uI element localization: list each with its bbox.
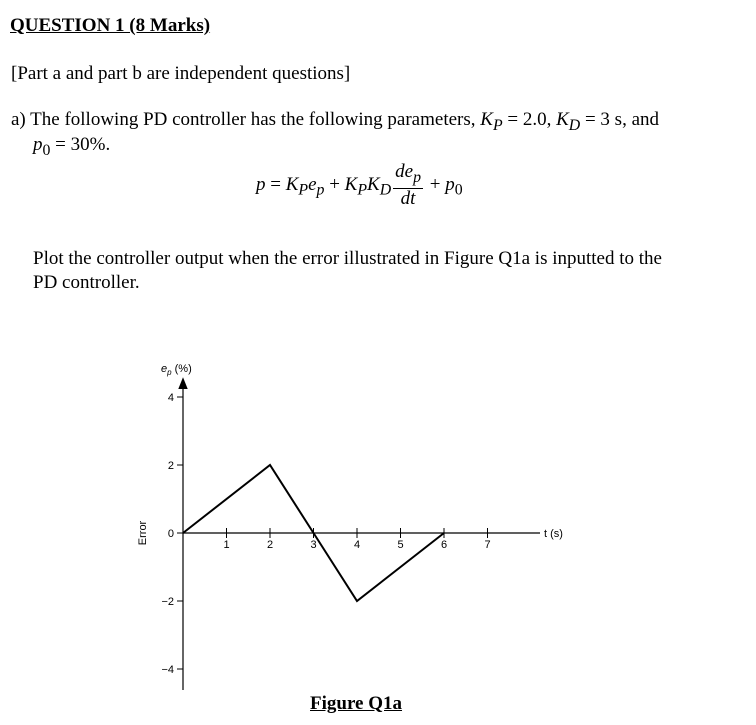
plot-instruction-line1: Plot the controller output when the error illustrated in Figure Q1a is inputted to the — [33, 248, 662, 269]
eq-p0: p — [445, 173, 455, 195]
question-heading: QUESTION 1 (8 Marks) — [10, 15, 211, 36]
kd-sub: D — [568, 116, 581, 134]
kp-value: = 2.0, — [502, 109, 557, 130]
y-tick-label: 4 — [167, 392, 174, 404]
x-tick-label: 7 — [484, 539, 491, 551]
kp-symbol: K — [480, 109, 493, 130]
eq-kd: K — [367, 173, 380, 195]
eq-kp-sub: P — [298, 181, 309, 199]
eq-num-de: de — [395, 161, 414, 182]
side-label-error: Error — [137, 520, 149, 546]
y-tick-label: 0 — [167, 528, 174, 540]
y-tick-label: −4 — [161, 664, 174, 676]
x-tick-label: 3 — [310, 539, 317, 551]
eq-plus1: + — [324, 173, 345, 195]
eq-plus2: + — [425, 173, 446, 195]
kp-sub: P — [492, 116, 503, 134]
eq-kp2: K — [344, 173, 358, 195]
x-tick-label: 2 — [266, 539, 274, 551]
figure-caption: Figure Q1a — [310, 693, 403, 714]
part-a-lead: a) The following PD controller has the following parameters, — [11, 109, 481, 130]
intro-note: [Part a and part b are independent questions] — [11, 63, 351, 84]
p0-symbol: p — [33, 134, 43, 155]
eq-kd-sub: D — [379, 181, 392, 199]
plot-instruction-line2: PD controller. — [33, 272, 140, 293]
kd-value: = 3 s, — [580, 109, 627, 130]
x-tick-label: 4 — [353, 539, 361, 551]
eq-ep: e — [308, 173, 317, 195]
kd-symbol: K — [556, 109, 569, 130]
eq-kp2-sub: P — [357, 181, 368, 199]
y-tick-label: 2 — [167, 460, 174, 472]
eq-num-sub: p — [413, 168, 421, 186]
eq-denominator: dt — [400, 187, 416, 209]
eq-lhs: p — [256, 173, 266, 195]
eq-p0-sub: 0 — [454, 181, 463, 199]
eq-equals: = — [265, 173, 286, 195]
y-tick-label: −2 — [161, 596, 174, 608]
x-axis-label: t (s) — [544, 528, 563, 540]
x-tick-label: 1 — [223, 539, 230, 551]
y-axis-label: $e_p$ (%) — [161, 363, 192, 377]
eq-ep-sub: p — [316, 181, 325, 199]
x-tick-label: 5 — [397, 539, 404, 551]
p0-sub: 0 — [42, 141, 51, 159]
part-a-and: and — [626, 109, 659, 130]
eq-kp: K — [285, 173, 299, 195]
p0-value: = 30%. — [50, 134, 111, 155]
x-tick-label: 6 — [440, 539, 448, 551]
